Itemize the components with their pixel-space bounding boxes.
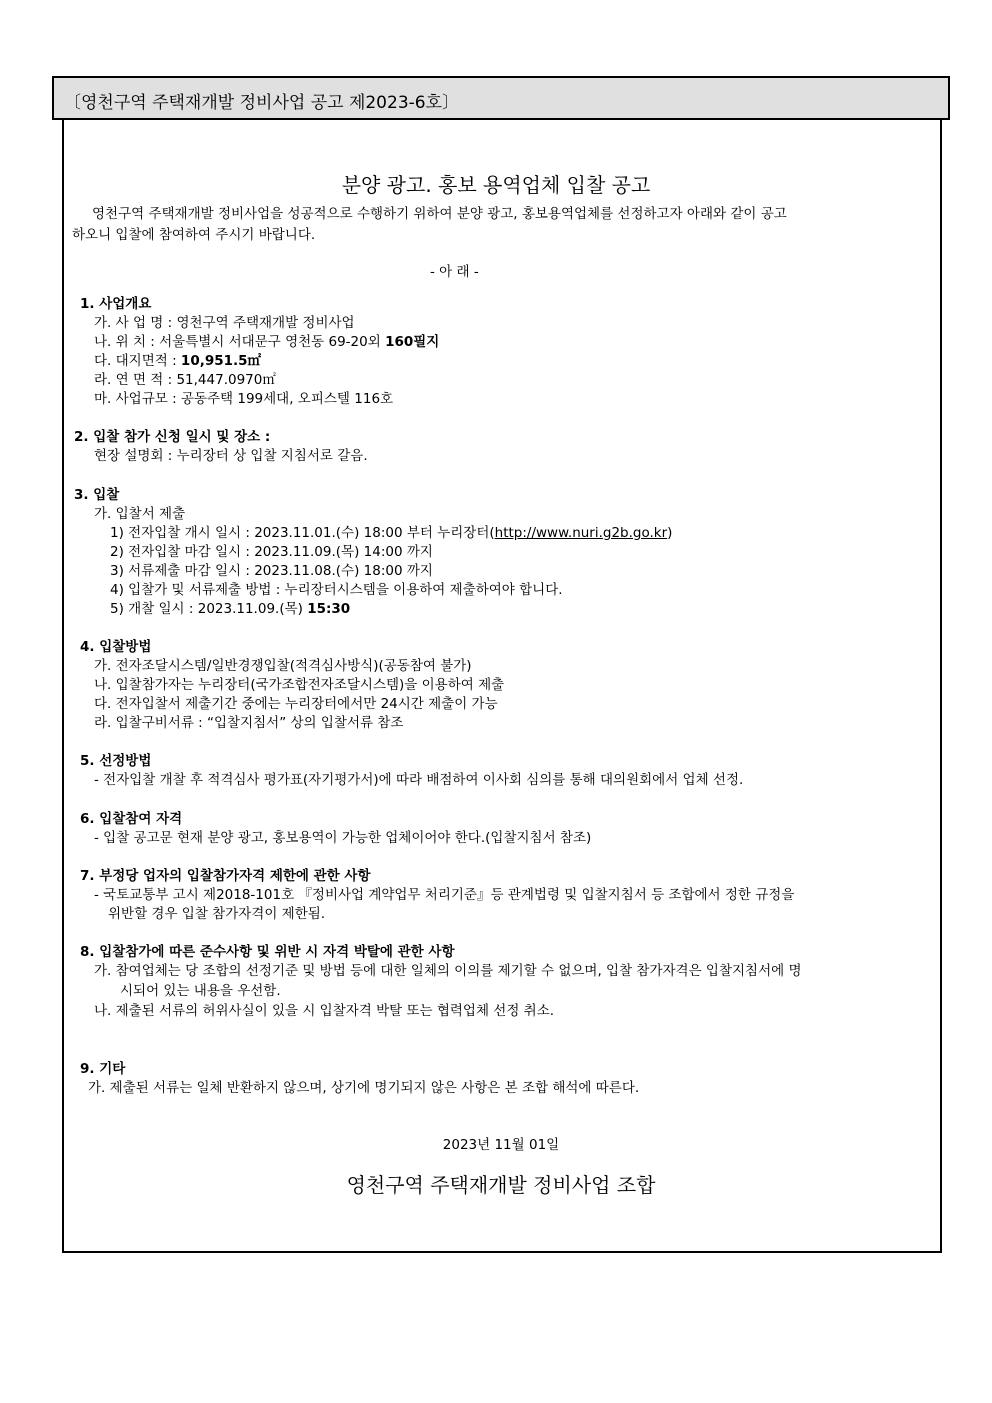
notice-header bbox=[52, 76, 950, 120]
s4-item: 라. 입찰구비서류 : “입찰지침서” 상의 입찰서류 참조 bbox=[94, 715, 404, 731]
intro-line-2: 하오니 입찰에 참여하여 주시기 바랍니다. bbox=[72, 227, 316, 243]
intro-line-1: 영천구역 주택재개발 정비사업을 성공적으로 수행하기 위하여 분양 광고, 홍보용역업체를 선정하고자 아래와 같이 공고 bbox=[92, 206, 787, 222]
notice-date: 2023년 11월 01일 bbox=[442, 1137, 560, 1153]
s1-item: 나. 위 치 : 서울특별시 서대문구 영천동 69-20외 160필지 bbox=[94, 334, 440, 350]
section-6-heading: 6. 입찰참여 자격 bbox=[80, 811, 183, 827]
are-heading: - 아 래 - bbox=[430, 264, 479, 280]
s4-item: 가. 전자조달시스템/일반경쟁입찰(적격심사방식)(공동참여 불가) bbox=[94, 658, 472, 674]
s8-line-2: 시되어 있는 내용을 우선함. bbox=[120, 983, 281, 999]
s1-item: 마. 사업규모 : 공동주택 199세대, 오피스텔 116호 bbox=[94, 391, 394, 407]
section-1-heading: 1. 사업개요 bbox=[80, 296, 152, 312]
s1-item: 다. 대지면적 : 10,951.5㎡ bbox=[94, 353, 262, 369]
s1-item: 라. 연 면 적 : 51,447.0970㎡ bbox=[94, 372, 276, 388]
s3-sub: 가. 입찰서 제출 bbox=[94, 506, 186, 522]
s8-line-1: 가. 참여업체는 당 조합의 선정기준 및 방법 등에 대한 일체의 이의를 제기할 수 없으며, 입찰 참가자격은 입찰지침서에 명 bbox=[94, 963, 802, 979]
s2-line: 현장 설명회 : 누리장터 상 입찰 지침서로 갈음. bbox=[94, 448, 368, 464]
s3-item-3: 3) 서류제출 마감 일시 : 2023.11.08.(수) 18:00 까지 bbox=[110, 563, 433, 579]
section-5-heading: 5. 선정방법 bbox=[80, 753, 152, 769]
organization-name: 영천구역 주택재개발 정비사업 조합 bbox=[346, 1173, 656, 1197]
s4-item: 나. 입찰참가자는 누리장터(국가조합전자조달시스템)을 이용하여 제출 bbox=[94, 677, 505, 693]
notice-title: 분양 광고. 홍보 용역업체 입찰 공고 bbox=[341, 173, 651, 197]
s3-item-1: 1) 전자입찰 개시 일시 : 2023.11.01.(수) 18:00 부터 누리장터(http://www.nuri.g2b.go.kr) bbox=[110, 525, 673, 541]
section-4-heading: 4. 입찰방법 bbox=[80, 639, 152, 655]
notice-number: 〔영천구역 주택재개발 정비사업 공고 제2023-6호〕 bbox=[64, 93, 460, 113]
section-8-heading: 8. 입찰참가에 따른 준수사항 및 위반 시 자격 박탈에 관한 사항 bbox=[80, 944, 455, 960]
s8-line-3: 나. 제출된 서류의 허위사실이 있을 시 입찰자격 박탈 또는 협력업체 선정 취소. bbox=[94, 1003, 555, 1019]
section-3-heading: 3. 입찰 bbox=[74, 487, 120, 503]
nuri-link[interactable]: http://www.nuri.g2b.go.kr bbox=[494, 525, 668, 541]
section-2-heading: 2. 입찰 참가 신청 일시 및 장소 : bbox=[74, 429, 271, 445]
s3-item-5: 5) 개찰 일시 : 2023.11.09.(목) 15:30 bbox=[110, 601, 351, 617]
s5-line: - 전자입찰 개찰 후 적격심사 평가표(자기평가서)에 따라 배점하여 이사회 심의를 통해 대의원회에서 업체 선정. bbox=[94, 772, 744, 788]
s1-item: 가. 사 업 명 : 영천구역 주택재개발 정비사업 bbox=[94, 315, 355, 331]
s7-line-1: - 국토교통부 고시 제2018-101호 『정비사업 계약업무 처리기준』등 관계법령 및 입찰지침서 등 조합에서 정한 규정을 bbox=[94, 887, 795, 903]
section-7-heading: 7. 부정당 업자의 입찰참가자격 제한에 관한 사항 bbox=[80, 868, 371, 884]
section-9-heading: 9. 기타 bbox=[80, 1061, 126, 1077]
s3-item-2: 2) 전자입찰 마감 일시 : 2023.11.09.(목) 14:00 까지 bbox=[110, 544, 433, 560]
s7-line-2: 위반할 경우 입찰 참가자격이 제한됨. bbox=[108, 906, 326, 922]
s9-line: 가. 제출된 서류는 일체 반환하지 않으며, 상기에 명기되지 않은 사항은 본 조합 해석에 따른다. bbox=[88, 1080, 640, 1096]
s3-item-4: 4) 입찰가 및 서류제출 방법 : 누리장터시스템을 이용하여 제출하여야 합니다. bbox=[110, 582, 563, 598]
s4-item: 다. 전자입찰서 제출기간 중에는 누리장터에서만 24시간 제출이 가능 bbox=[94, 696, 498, 712]
s6-line: - 입찰 공고문 현재 분양 광고, 홍보용역이 가능한 업체이어야 한다.(입찰지침서 참조) bbox=[94, 830, 592, 846]
